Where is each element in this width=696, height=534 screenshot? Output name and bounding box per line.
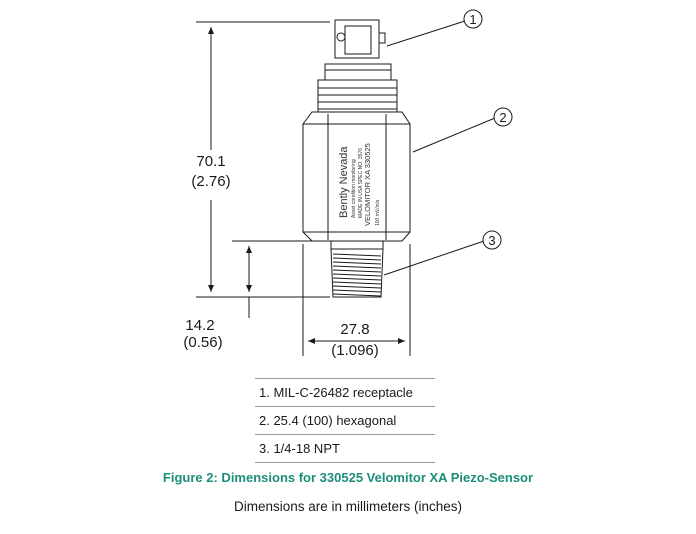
figure-caption: Figure 2: Dimensions for 330525 Velomitor XA Piezo-Sensor <box>162 470 534 485</box>
connector-receptacle <box>318 20 397 112</box>
sensor-line1: Asset condition monitoring <box>351 159 357 218</box>
callout-3-label: 3 <box>488 233 496 248</box>
sensor-model: VELOMITOR XA 330525 <box>363 143 372 226</box>
legend-item-2: 2. 25.4 (100) hexagonal <box>255 407 435 435</box>
thread-length-mm: 14.2 <box>185 317 215 334</box>
sensor-line4: 100 mV/in/s <box>375 199 381 226</box>
sensor-brand: Bently Nevada <box>338 146 350 218</box>
sensor-line2: MADE IN USA SPEC NO. 3576 <box>358 147 364 218</box>
width-in: (1.096) <box>331 342 379 359</box>
callout-1-label: 1 <box>469 12 477 27</box>
thread-length-in: (0.56) <box>183 334 223 351</box>
callout-2-label: 2 <box>499 110 507 125</box>
figure-subcaption: Dimensions are in millimeters (inches) <box>233 499 463 514</box>
callout-3-leader <box>384 241 484 275</box>
callout-2-leader <box>413 118 495 152</box>
callout-1-leader <box>387 21 465 46</box>
parts-legend <box>255 378 435 463</box>
legend-item-1: 1. MIL-C-26482 receptacle <box>255 378 435 407</box>
npt-thread <box>331 241 383 297</box>
thread-length-dimension <box>232 241 328 318</box>
legend-item-3: 3. 1/4-18 NPT <box>255 435 435 463</box>
overall-height-in: (2.76) <box>191 173 231 190</box>
overall-height-mm: 70.1 <box>196 153 226 170</box>
width-mm: 27.8 <box>340 321 370 338</box>
